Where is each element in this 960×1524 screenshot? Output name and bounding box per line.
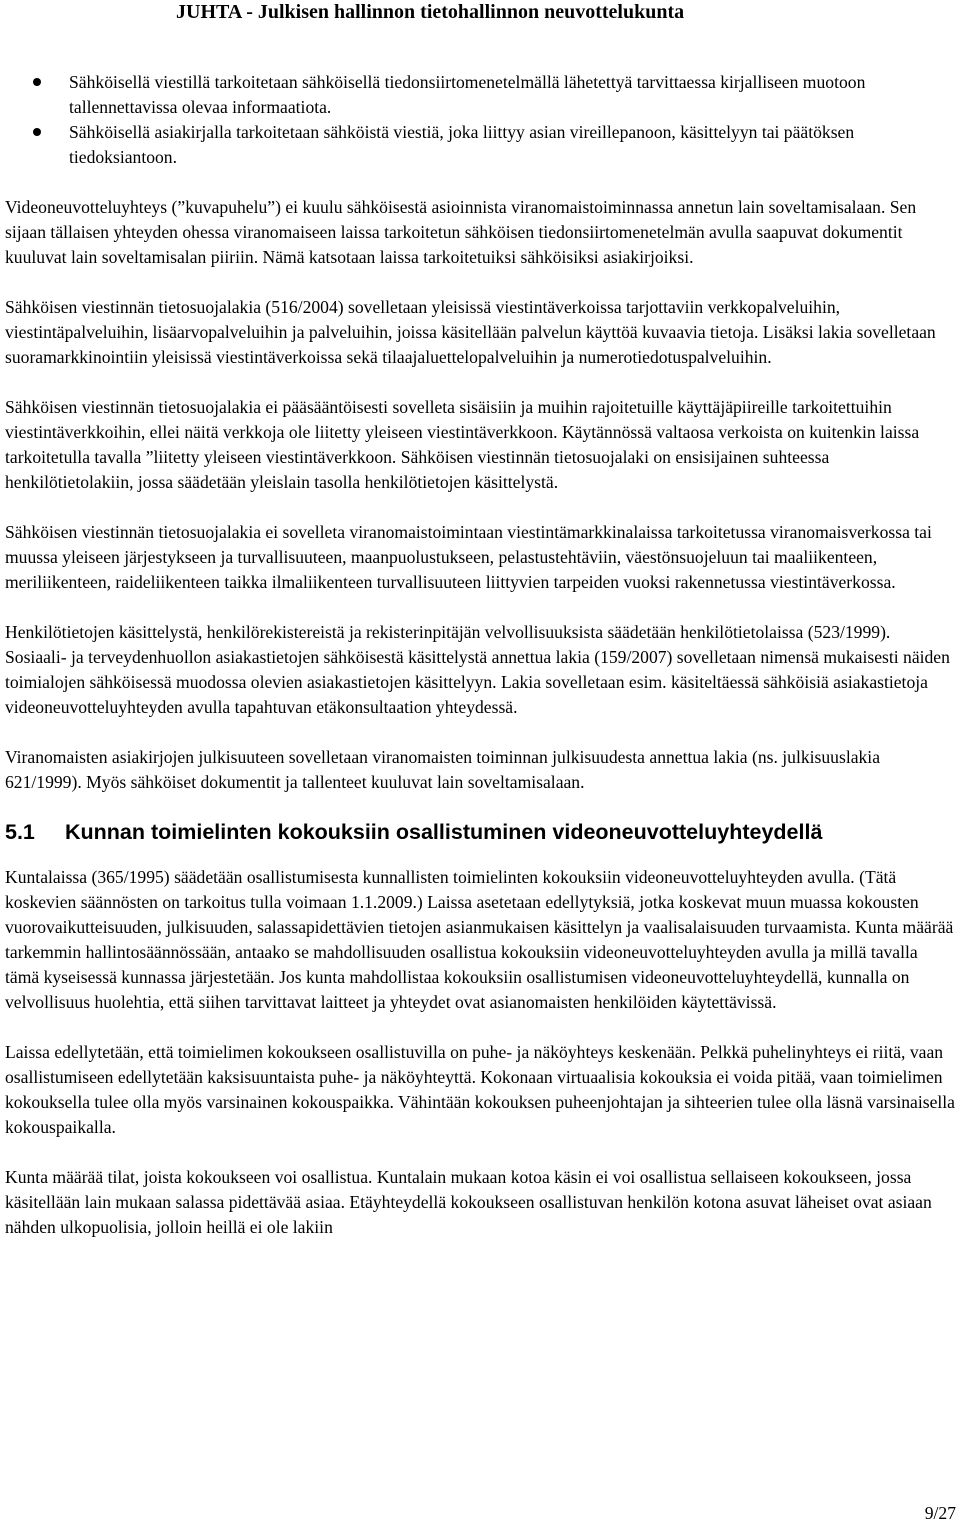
- section-number: 5.1: [5, 820, 35, 844]
- list-item: Sähköisellä viestillä tarkoitetaan sähköisellä tiedonsiirtomenetelmällä lähetettyä tarvittaessa kirjalliseen muotoon tallennettavissa olevaa informaatiota.: [5, 70, 955, 120]
- section-title: Kunnan toimielinten kokouksiin osallistuminen videoneuvotteluyhteydellä: [65, 820, 823, 844]
- document-body: [5, 70, 955, 1240]
- list-item: Sähköisellä asiakirjalla tarkoitetaan sähköistä viestiä, joka liittyy asian vireillepanoon, käsittelyyn tai päätöksen tiedoksiantoon.: [5, 120, 955, 170]
- bullet-icon: [33, 78, 41, 86]
- paragraph: Henkilötietojen käsittelystä, henkilörekistereistä ja rekisterinpitäjän velvollisuuksista säädetään henkilötietolaissa (523/1999). Sosiaali- ja terveydenhuollon asiakastietojen sähköisestä käsittelystä annettua lakia (159/2007) sovelletaan nimensä mukaisesti näiden toimialojen sähköisessä muodossa olevien asiakastietojen käsittelyyn. Lakia sovelletaan esim. käsiteltäessä sähköisiä asiakastietoja videoneuvotteluyhteyden avulla tapahtuvan etäkonsultaation yhteydessä.: [5, 622, 950, 717]
- paragraph: Kunta määrää tilat, joista kokoukseen voi osallistua. Kuntalain mukaan kotoa käsin ei voi osallistua sellaiseen kokoukseen, jossa käsitellään lain mukaan salassa pidettävää asiaa. Etäyhteydellä kokoukseen osallistuvan henkilön kotona asuvat läheiset ovat asiaan nähden ulkopuolisia, jolloin heillä ei ole lakiin: [5, 1167, 932, 1237]
- bullet-icon: [33, 128, 41, 136]
- paragraph: Sähköisen viestinnän tietosuojalakia (516/2004) sovelletaan yleisissä viestintäverkoissa tarjottaviin verkkopalveluihin, viestintäpalveluihin, lisäarvopalveluihin ja palveluihin, joissa käsitellään palvelun käyttöä kuvaavia tietoja. Lisäksi lakia sovelletaan suoramarkkinointiin yleisissä viestintäverkoissa sekä tilaajaluettelopalveluihin ja numerotiedotuspalveluihin.: [5, 297, 936, 367]
- page-header: JUHTA - Julkisen hallinnon tietohallinnon neuvottelukunta: [176, 1, 685, 23]
- section-heading: [5, 817, 955, 847]
- paragraph: Sähköisen viestinnän tietosuojalakia ei sovelleta viranomaistoimintaan viestintämarkkinalaissa tarkoitetussa viranomaisverkossa tai muussa yleiseen järjestykseen ja turvallisuuteen, maanpuolustukseen, pelastustehtäviin, väestönsuojeluun tai maaliikenteen, meriliikenteen, raideliikenteen taikka ilmaliikenteen turvallisuuteen liittyvien tarpeiden vuoksi rakennetussa viestintäverkossa.: [5, 522, 932, 592]
- paragraph: Viranomaisten asiakirjojen julkisuuteen sovelletaan viranomaisten toiminnan julkisuudesta annettua lakia (ns. julkisuuslakia 621/1999). Myös sähköiset dokumentit ja tallenteet kuuluvat lain soveltamisalaan.: [5, 747, 881, 792]
- page-number: 9/27: [924, 1503, 956, 1523]
- paragraph: Sähköisen viestinnän tietosuojalakia ei pääsääntöisesti sovelleta sisäisiin ja muihin rajoitetuille käyttäjäpiireille tarkoitettuihin viestintäverkkoihin, ellei näitä verkkoja ole liitetty yleiseen viestintäverkkoon. Käytännössä valtaosa verkoista on kuitenkin laissa tarkoitetulla tavalla ”liitetty yleiseen viestintäverkkoon. Sähköisen viestinnän tietosuojalaki on ensisijainen suhteessa henkilötietolakiin, jossa säädetään yleislain tasolla henkilötietojen käsittelystä.: [5, 397, 920, 492]
- definition-list: [5, 70, 955, 170]
- paragraph: Laissa edellytetään, että toimielimen kokoukseen osallistuvilla on puhe- ja näköyhteys keskenään. Pelkkä puhelinyhteys ei riitä, vaan osallistumiseen edellytetään kaksisuuntaista puhe- ja näköyhteyttä. Kokonaan virtuaalisia kokouksia ei voida pitää, vaan toimielimen kokouksella tulee olla myös varsinainen kokouspaikka. Vähintään kokouksen puheenjohtajan ja sihteerien tulee olla läsnä varsinaisella kokouspaikalla.: [5, 1042, 955, 1137]
- paragraph: Kuntalaissa (365/1995) säädetään osallistumisesta kunnallisten toimielinten kokouksiin videoneuvotteluyhteyden avulla. (Tätä koskevien säännösten on tarkoitus tulla voimaan 1.1.2009.) Laissa asetetaan edellytyksiä, jotka koskevat muun muassa kokousten vuorovaikutteisuuden, julkisuuden, salassapidettävien tietojen asianmukaisen käsittelyn ja vaalisalaisuuden turvaamista. Kunta määrää tarkemmin hallintosäännössään, antaako se mahdollisuuden osallistua kokouksiin videoneuvotteluyhteyden avulla ja millä tavalla tämä kyseisessä kunnassa järjestetään. Jos kunta mahdollistaa kokouksiin osallistumisen videoneuvotteluyhteydellä, kunnalla on velvollisuus huolehtia, että siihen tarvittavat laitteet ja yhteydet ovat asianomaisten henkilöiden käytettävissä.: [5, 867, 954, 1012]
- paragraph: Videoneuvotteluyhteys (”kuvapuhelu”) ei kuulu sähköisestä asioinnista viranomaistoiminnassa annetun lain soveltamisalaan. Sen sijaan tällaisen yhteyden ohessa viranomaiseen laissa tarkoitetun sähköisen tiedonsiirtomenetelmän avulla saapuvat dokumentit kuuluvat lain soveltamisalan piiriin. Nämä katsotaan laissa tarkoitetuiksi sähköisiksi asiakirjoiksi.: [5, 197, 917, 267]
